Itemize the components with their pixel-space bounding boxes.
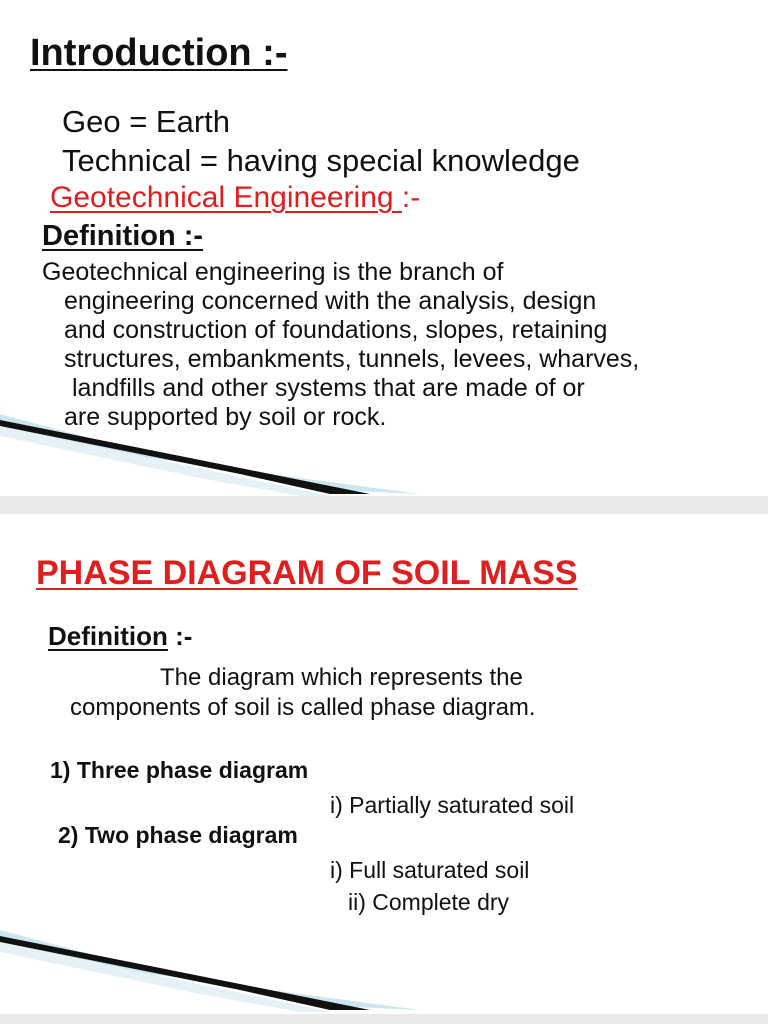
partially-saturated-item: i) Partially saturated soil [330,792,575,818]
definition-line: and construction of foundations, slopes, retaining [64,316,608,344]
geotech-heading-suffix: :- [401,181,421,214]
intro-title-suffix: :- [251,32,288,74]
slide-phase-diagram [0,514,768,1014]
phase-title: PHASE DIAGRAM OF SOIL MASS [36,554,578,592]
phase-definition-heading [48,621,192,652]
three-phase-label: 1) Three phase diagram [50,757,309,783]
phase-definition-heading-suffix: :- [167,621,193,651]
definition-line: structures, embankments, tunnels, levees, wharves, [64,345,640,373]
decorative-swoosh [0,406,768,496]
definition-heading: Definition :- [42,220,204,252]
technical-line: Technical = having special knowledge [62,143,580,178]
geo-line: Geo = Earth [62,104,231,139]
phase-definition-line: The diagram which represents the [160,664,523,691]
definition-line: engineering concerned with the analysis, design [64,287,597,315]
phase-definition-line: components of soil is called phase diagram. [70,694,536,721]
intro-title-text: Introduction [30,32,252,74]
intro-title [30,32,288,75]
geotech-heading [50,181,420,215]
definition-line: are supported by soil or rock. [64,403,387,431]
complete-dry-item: ii) Complete dry [348,889,510,915]
two-phase-label: 2) Two phase diagram [58,822,298,848]
full-saturated-item: i) Full saturated soil [330,857,530,883]
decorative-swoosh [0,922,768,1012]
slide-introduction [0,0,768,496]
definition-line: Geotechnical engineering is the branch of [42,258,504,286]
geotech-heading-text: Geotechnical Engineering [50,181,402,214]
phase-definition-heading-text: Definition [48,621,168,651]
definition-line: landfills and other systems that are made of or [72,374,585,402]
